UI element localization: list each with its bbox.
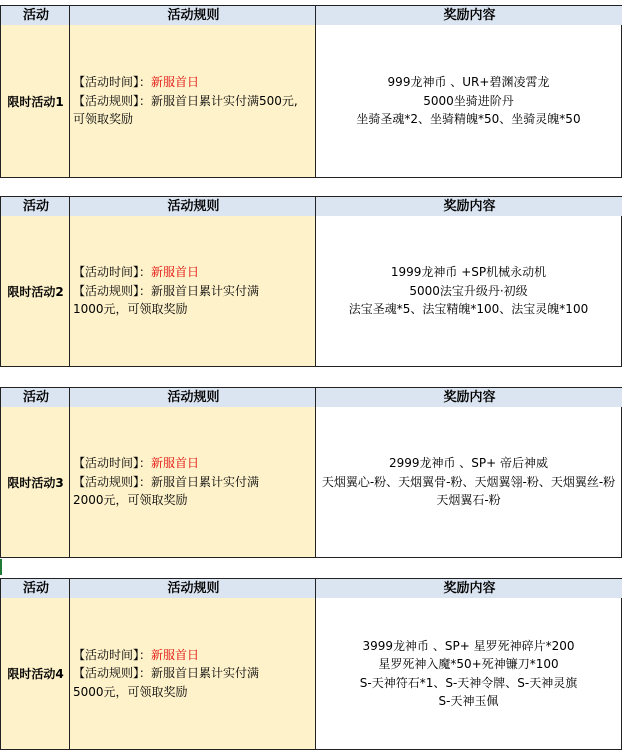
rule-text: 新服首日累计实付满 xyxy=(151,283,260,298)
header-rules: 活动规则 xyxy=(69,387,317,408)
data-row xyxy=(0,216,622,367)
rule-label: 【活动规则】： xyxy=(73,666,152,681)
header-rewards: 奖励内容 xyxy=(315,5,622,26)
rule-text-continued: 1000元，可领取奖励 xyxy=(73,302,188,317)
header-activity: 活动 xyxy=(0,196,71,217)
reward-line: 999龙神币 、UR+碧渊凌霄龙 xyxy=(387,75,550,90)
activity-name-cell: 限时活动4 xyxy=(0,598,70,750)
reward-line: S-天神玉佩 xyxy=(438,694,499,708)
header-row xyxy=(0,196,622,216)
header-rules: 活动规则 xyxy=(69,5,317,26)
time-label: 【活动时间】： xyxy=(73,647,152,662)
rule-label: 【活动规则】： xyxy=(73,283,152,298)
sheet-edge-marker xyxy=(0,559,2,575)
activity-name-cell: 限时活动2 xyxy=(0,216,70,367)
time-value: 新服首日 xyxy=(151,265,200,280)
reward-line: 5000法宝升级丹·初级 xyxy=(409,283,528,298)
header-activity: 活动 xyxy=(0,578,71,599)
rewards-cell xyxy=(315,25,622,178)
header-rewards: 奖励内容 xyxy=(315,578,622,599)
rule-text: 新服首日累计实付满500元, xyxy=(151,93,298,108)
reward-line: 天烟翼石-粉 xyxy=(436,493,501,508)
reward-line: 5000坐骑进阶丹 xyxy=(423,93,514,108)
header-row xyxy=(0,5,622,25)
rules-cell xyxy=(69,216,316,367)
time-label: 【活动时间】： xyxy=(73,265,152,280)
reward-line: 法宝圣魂*5、法宝精魄*100、法宝灵魄*100 xyxy=(348,302,589,317)
header-rules: 活动规则 xyxy=(69,578,317,599)
rules-cell xyxy=(69,25,316,178)
rewards-cell xyxy=(315,216,622,367)
header-row xyxy=(0,578,622,598)
time-value: 新服首日 xyxy=(151,456,200,471)
activity-name-cell: 限时活动3 xyxy=(0,407,70,558)
data-row xyxy=(0,25,622,178)
rule-text-continued: 5000元，可领取奖励 xyxy=(73,684,188,699)
time-label: 【活动时间】： xyxy=(73,456,152,471)
reward-line: 坐骑圣魂*2、坐骑精魄*50、坐骑灵魄*50 xyxy=(356,112,581,127)
rules-cell xyxy=(69,598,316,750)
rule-text: 新服首日累计实付满 xyxy=(151,666,260,681)
reward-line: 3999龙神币 、SP+ 星罗死神碎片*200 xyxy=(362,638,575,653)
header-rewards: 奖励内容 xyxy=(315,196,622,217)
header-activity: 活动 xyxy=(0,387,71,408)
header-rules: 活动规则 xyxy=(69,196,317,217)
reward-line: 星罗死神入魔*50+死神镰刀*100 xyxy=(378,657,559,671)
header-rewards: 奖励内容 xyxy=(315,387,622,408)
reward-line: 天烟翼心-粉、天烟翼骨-粉、天烟翼翎-粉、天烟翼丝-粉 xyxy=(321,474,616,489)
data-row xyxy=(0,598,622,750)
reward-line: 2999龙神币 、SP+ 帝后神威 xyxy=(388,456,549,471)
rewards-cell xyxy=(315,407,622,558)
time-label: 【活动时间】： xyxy=(73,75,152,90)
data-row xyxy=(0,407,622,558)
rule-text-continued: 可领取奖励 xyxy=(73,112,134,127)
rules-cell xyxy=(69,407,316,558)
activity-name-cell: 限时活动1 xyxy=(0,25,70,178)
time-value: 新服首日 xyxy=(151,647,200,662)
header-row xyxy=(0,387,622,407)
reward-line: 1999龙神币 +SP机械永动机 xyxy=(390,265,547,280)
reward-line: S-天神符石*1、S-天神令牌、S-天神灵旗 xyxy=(359,675,578,690)
rule-label: 【活动规则】： xyxy=(73,93,152,108)
header-activity: 活动 xyxy=(0,5,71,26)
rule-text: 新服首日累计实付满 xyxy=(151,474,260,489)
rule-text-continued: 2000元，可领取奖励 xyxy=(73,493,188,508)
time-value: 新服首日 xyxy=(151,75,200,90)
rewards-cell xyxy=(315,598,622,750)
rule-label: 【活动规则】： xyxy=(73,474,152,489)
